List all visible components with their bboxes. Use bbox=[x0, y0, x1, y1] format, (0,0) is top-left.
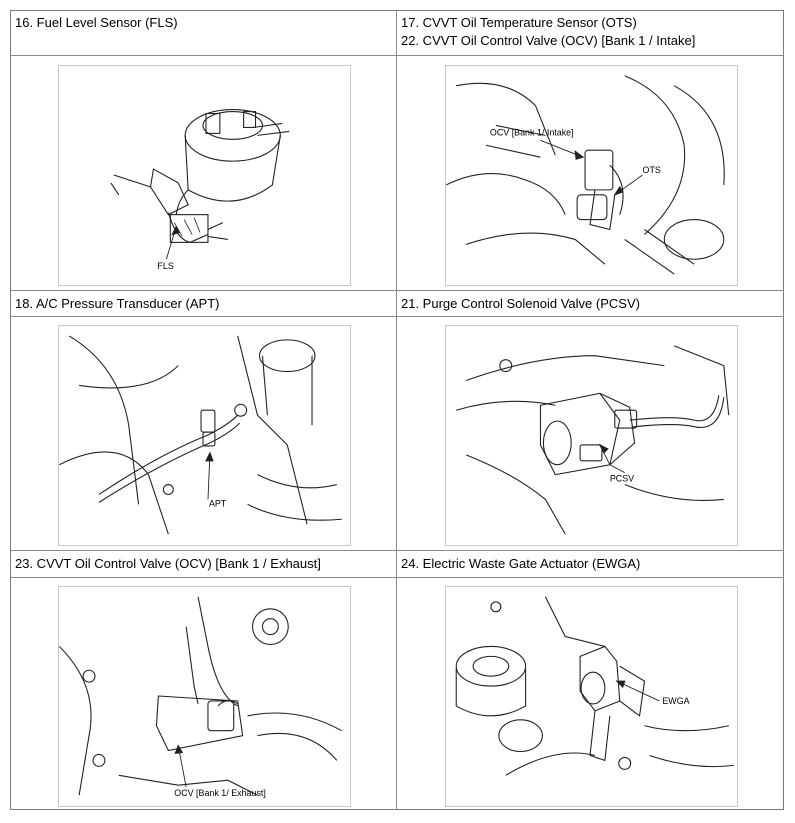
callout-fls: FLS bbox=[157, 261, 174, 272]
caption-apt: 18. A/C Pressure Transducer (APT) bbox=[15, 296, 220, 311]
caption-ewga: 24. Electric Waste Gate Actuator (EWGA) bbox=[401, 556, 641, 571]
callout-ots: OTS bbox=[642, 165, 661, 176]
ewga-illustration bbox=[445, 586, 738, 807]
callout-ocv-exhaust: OCV [Bank 1/ Exhaust] bbox=[174, 788, 266, 799]
caption-ocv-intake: 22. CVVT Oil Control Valve (OCV) [Bank 1 / Intake] bbox=[401, 33, 696, 48]
column-divider bbox=[396, 10, 397, 810]
callout-ocv-intake: OCV [Bank 1/ Intake] bbox=[489, 127, 574, 138]
caption-fls: 16. Fuel Level Sensor (FLS) bbox=[15, 15, 178, 30]
row-divider bbox=[10, 550, 784, 551]
apt-illustration bbox=[58, 325, 351, 546]
ots-ocv-intake-illustration bbox=[445, 65, 738, 286]
callout-ewga: EWGA bbox=[662, 695, 690, 706]
row-divider bbox=[10, 290, 784, 291]
caption-pcsv: 21. Purge Control Solenoid Valve (PCSV) bbox=[401, 296, 640, 311]
row-divider bbox=[10, 316, 784, 317]
pcsv-illustration bbox=[445, 325, 738, 546]
ocv-exhaust-illustration bbox=[58, 586, 351, 807]
fls-illustration bbox=[58, 65, 351, 286]
caption-ots: 17. CVVT Oil Temperature Sensor (OTS) bbox=[401, 15, 637, 30]
callout-apt: APT bbox=[208, 498, 227, 509]
row-divider bbox=[10, 55, 784, 56]
row-divider bbox=[10, 577, 784, 578]
caption-ocv-exhaust: 23. CVVT Oil Control Valve (OCV) [Bank 1 / Exhaust] bbox=[15, 556, 321, 571]
callout-pcsv: PCSV bbox=[609, 473, 635, 484]
